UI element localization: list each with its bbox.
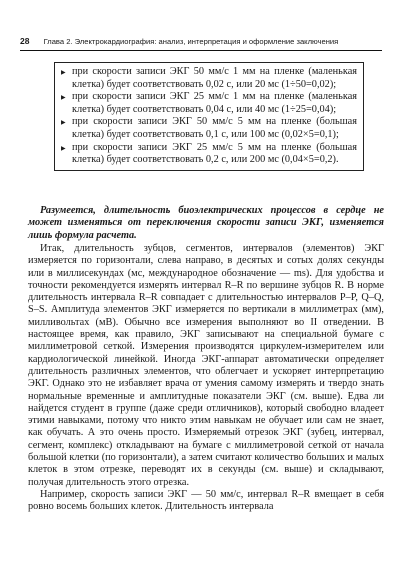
triangle-bullet-icon: ▶ (61, 145, 66, 152)
box-item (61, 116, 357, 141)
box-item (61, 66, 357, 91)
body-text (28, 243, 384, 514)
triangle-bullet-icon: ▶ (61, 120, 66, 127)
box-item-text: при скорости записи ЭКГ 50 мм/с 5 мм на пленке (большая клетка) будет соответствовать 0,1 с, или 100 мс (0,02×5=0,1); (72, 116, 357, 140)
triangle-bullet-icon: ▶ (61, 70, 66, 76)
chapter-title: Глава 2. Электрокардиография: анализ, интерпретация и оформление заключения (43, 37, 339, 46)
header-rule (20, 50, 382, 51)
box-item (61, 91, 357, 116)
box-item-text: при скорости записи ЭКГ 25 мм/с 1 мм на пленке (маленькая клетка) будет соответствовать 0,04 с, или 40 мс (1÷25=0,04); (72, 91, 357, 115)
emphasis-paragraph: Разумеется, длительность биоэлектрических процессов в сердце не может изменяться от переключения скорости записи ЭКГ, изменяется лишь формула расчета. (28, 205, 384, 241)
speed-rules-box (54, 62, 364, 171)
body-paragraph: Итак, длительность зубцов, сегментов, интервалов (элементов) ЭКГ измеряется по горизонтали, слева направо, в десятых и сотых долях секунды или в миллисекундах (мс, международное обозначение — ms). Для удобства и точности рекомендуется измерять интервал R–R по вершине зубцов R. В норме длительность интервала R–R совпадает с длительностью интервалов P–P, Q–Q, S–S. Амплитуда элементов ЭКГ измеряется по вертикали в миллиметрах (мм), милливольтах (мВ). Обычно все измерения выполняют во II отведении. В настоящее время, как правило, ЭКГ записывают на специальной бумаге с миллиметровой сеткой. Измерения производятся циркулем-измерителем или кардиологической линейкой. Иногда ЭКГ-аппарат автоматически определяет длительность различных элементов, что облегчает и ускоряет интерпретацию ЭКГ. Однако это не избавляет врача от умения самому измерять и твердо знать нормальные временные и амплитудные показатели ЭКГ (см. выше). Едва ли найдется студент в группе (даже среди отличников), который свободно владеет этими навыками, потому что никто этим навыкам не обучает или сам не знает, как обучать. А это очень просто. Измеряемый отрезок ЭКГ (зубец, интервал, сегмент, комплекс) откладывают на бумаге с миллиметровой сеткой от начала большой клетки (по горизонтали), а затем считают количество больших и малых клеток в этом отрезке, переводят их в секунды (см. выше) и складывают, получая длительность этого отрезка. (28, 243, 384, 488)
box-item-text: при скорости записи ЭКГ 50 мм/с 1 мм на пленке (маленькая клетка) будет соответствовать 0,02 с, или 20 мс (1÷50=0,02); (72, 66, 357, 90)
box-item-text: при скорости записи ЭКГ 25 мм/с 5 мм на пленке (большая клетка) будет соответствовать 0,2 с, или 200 мс (0,04×5=0,2). (72, 141, 357, 166)
triangle-bullet-icon: ▶ (61, 95, 66, 102)
body-paragraph: Например, скорость записи ЭКГ — 50 мм/с, интервал R–R вмещает в себя ровно восемь больших клеток. Длительность интервала (28, 488, 384, 513)
box-item (61, 142, 357, 167)
running-header (20, 36, 382, 46)
page-number: 28 (20, 36, 30, 46)
